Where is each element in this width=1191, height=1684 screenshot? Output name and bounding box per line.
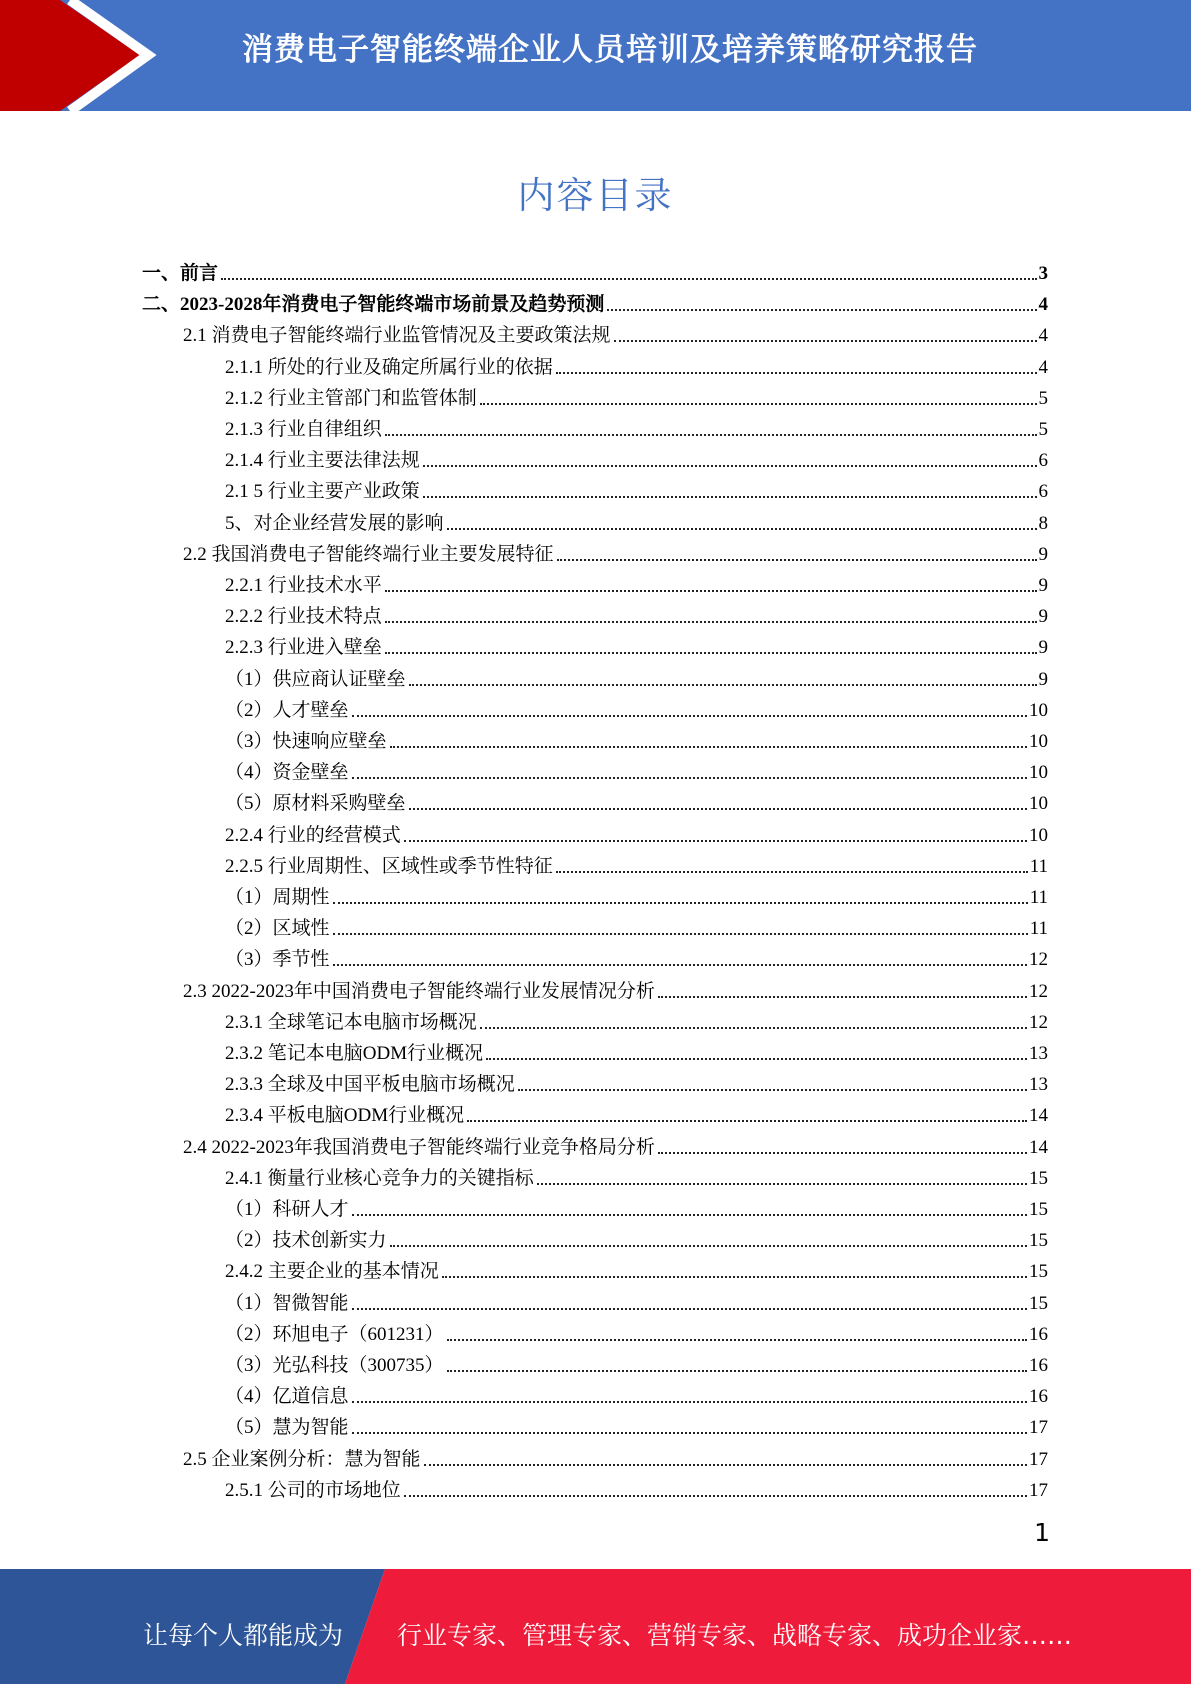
toc-leader-dots	[385, 590, 1037, 592]
toc-entry[interactable]	[225, 1252, 1048, 1283]
toc-entry-label: 二、2023-2028年消费电子智能终端市场前景及趋势预测	[142, 294, 605, 316]
toc-entry-page: 15	[1029, 1292, 1048, 1314]
toc-entry-page: 9	[1038, 637, 1048, 659]
toc-leader-dots	[518, 1089, 1027, 1091]
toc-entry[interactable]	[142, 254, 1048, 285]
toc-entry-label: （3）光弘科技（300735）	[225, 1355, 444, 1376]
toc-leader-dots	[352, 1432, 1027, 1434]
toc-entry-label: 2.3 2022-2023年中国消费电子智能终端行业发展情况分析	[183, 980, 655, 1002]
toc-entry[interactable]	[225, 1471, 1048, 1502]
toc-entry-page: 8	[1038, 512, 1048, 534]
footer-slogan-left: 让每个人都能成为	[143, 1621, 344, 1650]
toc-entry-label: 2.1 消费电子智能终端行业监管情况及主要政策法规	[183, 325, 611, 347]
toc-entry[interactable]	[225, 1034, 1048, 1065]
toc-entry[interactable]	[225, 1284, 1048, 1315]
toc-entry[interactable]	[183, 972, 1048, 1003]
toc-leader-dots	[333, 964, 1027, 966]
toc-entry[interactable]	[225, 379, 1048, 410]
toc-entry-label: 2.2.4 行业的经营模式	[225, 824, 401, 846]
toc-entry-label: （2）人才壁垒	[225, 699, 349, 721]
toc-entry-label: 2.3.1 全球笔记本电脑市场概况	[225, 1011, 477, 1033]
toc-entry-label: （3）季节性	[225, 949, 330, 971]
toc-entry-page: 10	[1029, 699, 1048, 721]
toc-entry-label: （2）区域性	[225, 918, 330, 940]
toc-leader-dots	[556, 372, 1037, 374]
toc-entry-page: 4	[1038, 294, 1048, 316]
toc-entry[interactable]	[142, 285, 1048, 316]
toc-leader-dots	[404, 840, 1027, 842]
toc-entry-page: 11	[1029, 887, 1048, 908]
toc-entry-label: （3）快速响应壁垒	[225, 731, 387, 752]
toc-entry[interactable]	[225, 816, 1048, 847]
toc-leader-dots	[442, 1276, 1027, 1278]
toc-entry[interactable]	[225, 1190, 1048, 1221]
toc-entry-label: 2.4.1 衡量行业核心竞争力的关键指标	[225, 1167, 534, 1189]
toc-entry-label: 2.4 2022-2023年我国消费电子智能终端行业竞争格局分析	[183, 1136, 655, 1158]
toc-entry-label: 2.5.1 公司的市场地位	[225, 1479, 401, 1501]
toc-entry-label: （2）环旭电子（601231）	[225, 1323, 444, 1345]
toc-entry-label: 2.4.2 主要企业的基本情况	[225, 1261, 439, 1283]
toc-entry-page: 9	[1038, 606, 1048, 628]
toc-entry[interactable]	[225, 441, 1048, 472]
toc-entry[interactable]	[183, 1440, 1048, 1471]
toc-entry[interactable]	[225, 691, 1048, 722]
toc-entry[interactable]	[225, 753, 1048, 784]
toc-entry-page: 15	[1029, 1199, 1048, 1220]
toc-entry-label: 2.1 5 行业主要产业政策	[225, 481, 420, 503]
toc-entry[interactable]	[225, 1346, 1048, 1377]
toc-entry[interactable]	[225, 1315, 1048, 1346]
toc-entry[interactable]	[225, 1377, 1048, 1408]
footer-slogan-right: 行业专家、管理专家、营销专家、战略专家、成功企业家……	[397, 1621, 1073, 1650]
toc-entry-page: 10	[1029, 793, 1048, 815]
toc-entry-label: （1）科研人才	[225, 1199, 349, 1220]
toc-entry-page: 15	[1029, 1230, 1048, 1252]
toc-entry-label: （5）原材料采购壁垒	[225, 793, 406, 815]
toc-leader-dots	[486, 1058, 1027, 1060]
toc-entry-label: （5）慧为智能	[225, 1417, 349, 1439]
toc-entry-page: 17	[1029, 1448, 1048, 1470]
toc-entry-label: 2.1.1 所处的行业及确定所属行业的依据	[225, 356, 553, 378]
toc-leader-dots	[480, 1027, 1027, 1029]
toc-entry[interactable]	[225, 348, 1048, 379]
toc-leader-dots	[423, 465, 1037, 467]
toc-entry-page: 14	[1029, 1136, 1048, 1158]
toc-entry-page: 10	[1029, 762, 1048, 784]
toc-entry-label: （2）技术创新实力	[225, 1230, 387, 1252]
toc-entry-page: 13	[1029, 1074, 1048, 1096]
toc-leader-dots	[467, 1120, 1027, 1122]
toc-entry-label: （4）资金壁垒	[225, 762, 349, 784]
toc-entry-label: 2.2.1 行业技术水平	[225, 575, 382, 596]
toc-leader-dots	[352, 1401, 1027, 1403]
toc-entry[interactable]	[225, 410, 1048, 441]
toc-leader-dots	[447, 528, 1037, 530]
toc-entry-label: 2.2.5 行业周期性、区域性或季节性特征	[225, 855, 553, 877]
toc-leader-dots	[409, 684, 1037, 686]
page-header	[0, 0, 1191, 111]
toc-leader-dots	[423, 496, 1037, 498]
toc-entry-label: 2.2.3 行业进入壁垒	[225, 637, 382, 659]
toc-entry-page: 12	[1029, 980, 1048, 1002]
toc-entry-label: 一、前言	[142, 263, 219, 284]
toc-entry[interactable]	[225, 878, 1048, 909]
toc-entry-label: 2.3.2 笔记本电脑ODM行业概况	[225, 1043, 484, 1064]
page-number: 1	[1034, 1518, 1050, 1547]
toc-entry-label: 2.2 我国消费电子智能终端行业主要发展特征	[183, 543, 554, 565]
toc-entry-page: 6	[1038, 450, 1048, 472]
toc-leader-dots	[658, 1152, 1027, 1154]
toc-entry-page: 11	[1029, 855, 1048, 877]
toc-leader-dots	[424, 1464, 1027, 1466]
toc-entry-page: 3	[1038, 263, 1048, 284]
toc-entry-page: 12	[1029, 949, 1048, 971]
toc-entry[interactable]	[225, 1003, 1048, 1034]
toc-entry-page: 6	[1038, 481, 1048, 503]
toc-entry[interactable]	[225, 940, 1048, 971]
page-footer	[0, 1569, 1191, 1684]
toc-leader-dots	[658, 996, 1027, 998]
toc-entry[interactable]	[225, 472, 1048, 503]
toc-entry-label: 2.2.2 行业技术特点	[225, 606, 382, 628]
toc-entry[interactable]	[225, 660, 1048, 691]
toc-leader-dots	[390, 1245, 1027, 1247]
toc-leader-dots	[480, 403, 1037, 405]
toc-entry-page: 16	[1029, 1323, 1048, 1345]
toc-entry-page: 15	[1029, 1167, 1048, 1189]
toc-entry-page: 5	[1038, 419, 1048, 440]
toc-entry-page: 9	[1038, 543, 1048, 565]
toc-leader-dots	[404, 1495, 1027, 1497]
toc-entry-page: 5	[1038, 387, 1048, 409]
toc-entry-page: 4	[1038, 356, 1048, 378]
toc-entry[interactable]	[183, 535, 1048, 566]
toc-leader-dots	[447, 1339, 1027, 1341]
toc-entry-label: （4）亿道信息	[225, 1386, 349, 1408]
toc-entry[interactable]	[225, 1096, 1048, 1127]
toc-leader-dots	[333, 933, 1028, 935]
toc-entry[interactable]	[225, 847, 1048, 878]
toc-entry-label: 2.3.4 平板电脑ODM行业概况	[225, 1105, 465, 1127]
toc-entry[interactable]	[225, 566, 1048, 597]
toc-entry[interactable]	[183, 316, 1048, 347]
toc-entry[interactable]	[225, 784, 1048, 815]
toc-entry-page: 13	[1029, 1043, 1048, 1064]
toc-entry-page: 16	[1029, 1355, 1048, 1376]
toc-leader-dots	[409, 808, 1027, 810]
toc-leader-dots	[614, 340, 1037, 342]
toc-leader-dots	[385, 621, 1037, 623]
toc-entry[interactable]	[225, 722, 1048, 753]
toc-entry-page: 16	[1029, 1386, 1048, 1408]
toc-entry[interactable]	[225, 597, 1048, 628]
toc-entry[interactable]	[225, 1159, 1048, 1190]
toc-entry[interactable]	[225, 1221, 1048, 1252]
toc-entry-page: 9	[1038, 575, 1048, 596]
toc-entry-label: （1）供应商认证壁垒	[225, 668, 406, 690]
toc-entry-page: 12	[1029, 1011, 1048, 1033]
toc-entry-label: （1）周期性	[225, 887, 330, 908]
toc-entry-label: 2.1.4 行业主要法律法规	[225, 450, 420, 472]
toc-leader-dots	[352, 1308, 1027, 1310]
toc-leader-dots	[385, 652, 1037, 654]
toc-entry-page: 17	[1029, 1479, 1048, 1501]
toc-entry-page: 4	[1038, 325, 1048, 347]
toc-leader-dots	[352, 715, 1027, 717]
toc-heading: 内容目录	[517, 174, 674, 217]
toc-leader-dots	[556, 871, 1028, 873]
toc-entry-label: 2.5 企业案例分析：慧为智能	[183, 1448, 421, 1470]
toc-entry[interactable]	[225, 504, 1048, 535]
toc-leader-dots	[333, 902, 1028, 904]
toc-entry-page: 10	[1029, 824, 1048, 846]
toc-entry-label: 5、对企业经营发展的影响	[225, 512, 444, 534]
toc-entry[interactable]	[225, 1065, 1048, 1096]
toc-entry-page: 15	[1029, 1261, 1048, 1283]
toc-entry[interactable]	[183, 1128, 1048, 1159]
toc-entry-page: 10	[1029, 731, 1048, 752]
toc-leader-dots	[221, 278, 1036, 280]
toc-leader-dots	[447, 1370, 1027, 1372]
toc-entry[interactable]	[225, 628, 1048, 659]
toc-entry-label: 2.1.3 行业自律组织	[225, 419, 382, 440]
toc-leader-dots	[352, 1214, 1027, 1216]
toc-leader-dots	[390, 746, 1027, 748]
toc-entry-label: 2.1.2 行业主管部门和监管体制	[225, 387, 477, 409]
toc-leader-dots	[385, 434, 1037, 436]
toc-entry-page: 9	[1038, 668, 1048, 690]
toc-leader-dots	[352, 777, 1027, 779]
toc-entry-page: 17	[1029, 1417, 1048, 1439]
report-title: 消费电子智能终端企业人员培训及培养策略研究报告	[242, 32, 978, 68]
toc-entry[interactable]	[225, 909, 1048, 940]
toc-entry[interactable]	[225, 1408, 1048, 1439]
toc-leader-dots	[557, 559, 1037, 561]
toc-leader-dots	[607, 309, 1036, 311]
toc-entry-label: （1）智微智能	[225, 1292, 349, 1314]
toc-entry-page: 11	[1029, 918, 1048, 940]
toc-entry-page: 14	[1029, 1105, 1048, 1127]
toc-leader-dots	[537, 1183, 1027, 1185]
toc-entry-label: 2.3.3 全球及中国平板电脑市场概况	[225, 1074, 515, 1096]
